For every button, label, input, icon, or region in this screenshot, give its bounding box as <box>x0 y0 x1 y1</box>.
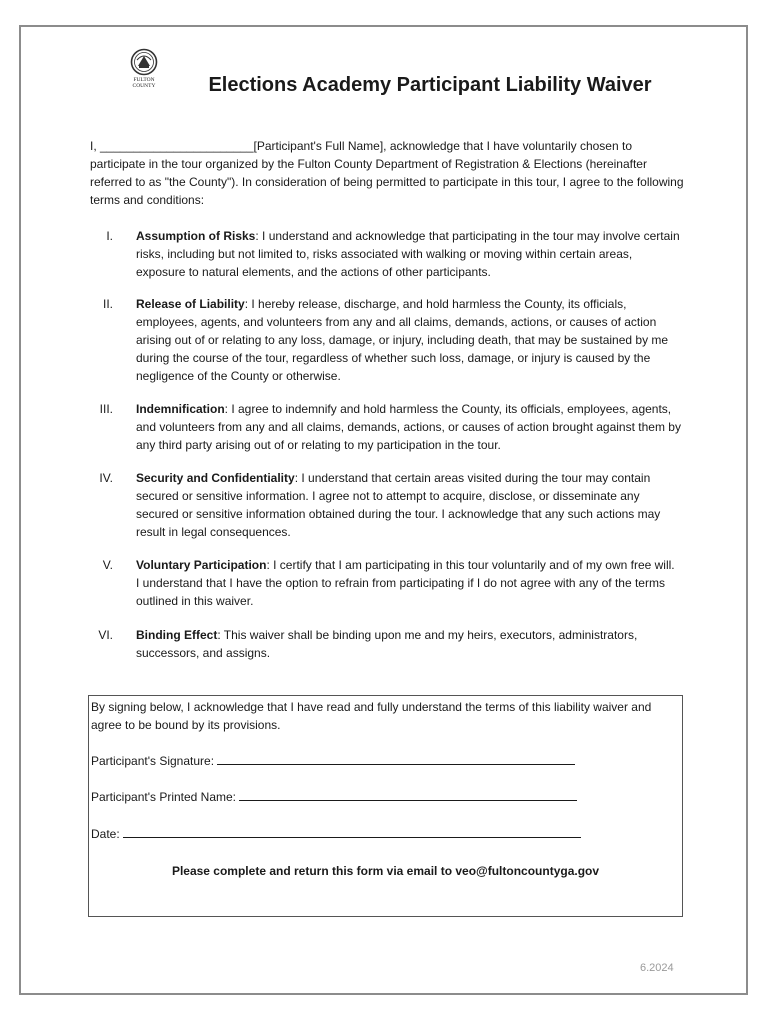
signature-row <box>91 752 575 770</box>
clause-body <box>136 400 681 454</box>
signature-field[interactable] <box>217 753 575 765</box>
date-field[interactable] <box>123 826 581 838</box>
clause-number: VI. <box>98 628 113 642</box>
clause-body <box>136 469 681 541</box>
page-title: Elections Academy Participant Liability Waiver <box>208 74 652 96</box>
signature-label: Participant's Signature: <box>91 754 215 768</box>
acknowledgement-text: By signing below, I acknowledge that I have read and fully understand the terms of this liability waiver and agree to be bound by its provisions. <box>91 700 652 732</box>
logo-text-line2: COUNTY <box>132 82 156 89</box>
clause-number: III. <box>99 402 113 416</box>
clause-heading: Voluntary Participation <box>136 558 267 572</box>
clause-text: : I hereby release, discharge, and hold harmless the County, its officials, employees, agents, and volunteers from any and all claims, demands, actions, or causes of action arising out of or relating to any loss, damage, or injury, including death, that may be sustained by me during the course of the tour, regardless of whether such loss, damage, or injury is caused by the negligence of the County or otherwise. <box>136 297 669 383</box>
printed-name-field[interactable] <box>239 789 577 801</box>
version-label: 6.2024 <box>640 962 674 974</box>
clause-number: V. <box>102 558 113 572</box>
clause-text: : This waiver shall be binding upon me and my heirs, executors, administrators, successors, and assigns. <box>136 628 638 660</box>
clause-heading: Release of Liability <box>136 297 245 311</box>
clause-text: : I understand that certain areas visited during the tour may contain secured or sensitive information. I agree not to attempt to acquire, disclose, or disseminate any secured or sensitive information obtained during the tour. I acknowledge that any such actions may result in legal consequences. <box>136 471 661 539</box>
signature-box <box>88 695 683 917</box>
clause-text: : I understand and acknowledge that participating in the tour may involve certain risks, including but not limited to, risks associated with walking or moving within certain areas, exposure to natural elements, and the actions of other participants. <box>136 229 680 279</box>
clause-heading: Security and Confidentiality <box>136 471 295 485</box>
clause-heading: Binding Effect <box>136 628 218 642</box>
clause-heading: Assumption of Risks <box>136 229 256 243</box>
clause-heading: Indemnification <box>136 402 225 416</box>
clause-body <box>136 626 681 662</box>
clause-body <box>136 227 681 281</box>
clause-body <box>136 556 681 610</box>
intro-paragraph: I, _______________________[Participant's Full Name], acknowledge that I have voluntarily chosen to participate in the tour organized by the Fulton County Department of Registration & Elections (hereinafter referred to as "the County"). In consideration of being permitted to participate in this tour, I agree to the following terms and conditions: <box>90 139 684 207</box>
printed-name-label: Participant's Printed Name: <box>91 790 237 804</box>
date-label: Date: <box>91 827 120 841</box>
return-instructions: Please complete and return this form via email to veo@fultoncountyga.gov <box>171 864 600 878</box>
clause-number: I. <box>106 229 113 243</box>
clause-text: : I agree to indemnify and hold harmless the County, its officials, employees, agents, and volunteers from any and all claims, demands, actions, or causes of action brought against them by any third party arising out of or relating to my participation in the tour. <box>136 402 681 452</box>
date-row <box>91 825 581 843</box>
clause-number: IV. <box>99 471 113 485</box>
clause-body <box>136 295 681 385</box>
printed-name-row <box>91 788 577 806</box>
clause-text: : I certify that I am participating in this tour voluntarily and of my own free will. I understand that I have the option to refrain from participating if I do not agree with any of the terms outlined in this waiver. <box>136 558 675 608</box>
logo-text-line1: FULTON <box>133 77 155 83</box>
clause-number: II. <box>102 297 113 311</box>
